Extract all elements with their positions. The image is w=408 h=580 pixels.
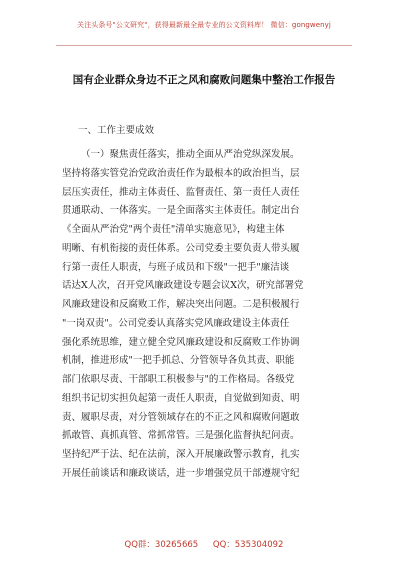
footer-qq-group: QQ群：30265665 (124, 540, 199, 550)
body-line: 抓敢管、真抓真管、常抓常管。三是强化监督执纪问责。 (62, 430, 300, 442)
body-line: 贯通联动、一体落实。一是全面落实主体责任。制定出台 (62, 205, 300, 217)
body-line: 坚持将落实管党治党政治责任作为最根本的政治担当，层 (62, 167, 300, 179)
body-line: 行第一责任人职责，与班子成员和下级"一把手"廉洁谈 (62, 261, 290, 273)
footer-contact (0, 538, 408, 550)
body-line: "一岗双责"。公司党委认真落实党风廉政建设主体责任 (62, 317, 290, 329)
body-line: 坚持纪严于法、纪在法前，深入开展廉政警示教育，扎实 (62, 449, 300, 460)
body-line: 强化系统思维，建立健全党风廉政建设和反腐败工作协调 (62, 336, 300, 348)
body-line: 层压实责任，推动主体责任、监督责任、第一责任人责任 (62, 186, 300, 198)
body-line: （一）聚焦责任落实，推动全面从严治党纵深发展。 (81, 149, 300, 160)
document-title: 国有企业群众身边不正之风和腐败问题集中整治工作报告 (72, 74, 336, 86)
body-line: 机制，推进形成"一把手抓总、分管领导各负其责、职能 (62, 355, 295, 367)
body-line: 组织书记切实担负起第一责任人职责，自觉做到知责、明 (62, 392, 300, 404)
body-line: 《全面从严治党"两个责任"清单实施意见》，构建主体 (62, 224, 285, 235)
body-line: 明晰、有机衔接的责任体系。公司党委主要负责人带头履 (62, 242, 300, 254)
footer-qq: QQ：535304092 (212, 540, 284, 550)
body-line: 部门依职尽责、干部职工积极参与"的工作格局。各级党 (62, 374, 295, 385)
header-banner: 关注头条号"公文研究"，获得最新最全最专业的公文资料库！ 微信：gongwenyj (77, 21, 331, 29)
body-line: 风廉政建设和反腐败工作，解决突出问题。二是积极履行 (62, 299, 300, 310)
body-line: 责、履职尽责，对分管领域存在的不正之风和腐败问题敢 (62, 411, 300, 423)
body-paragraph (62, 146, 347, 484)
body-line: 话达X人次，召开党风廉政建设专题会议X次，研究部署党 (62, 280, 304, 292)
header-divider (56, 45, 352, 46)
section-heading: 一、工作主要成效 (78, 125, 155, 136)
body-line: 开展任前谈话和廉政谈话，进一步增强党员干部遵规守纪 (62, 467, 300, 479)
